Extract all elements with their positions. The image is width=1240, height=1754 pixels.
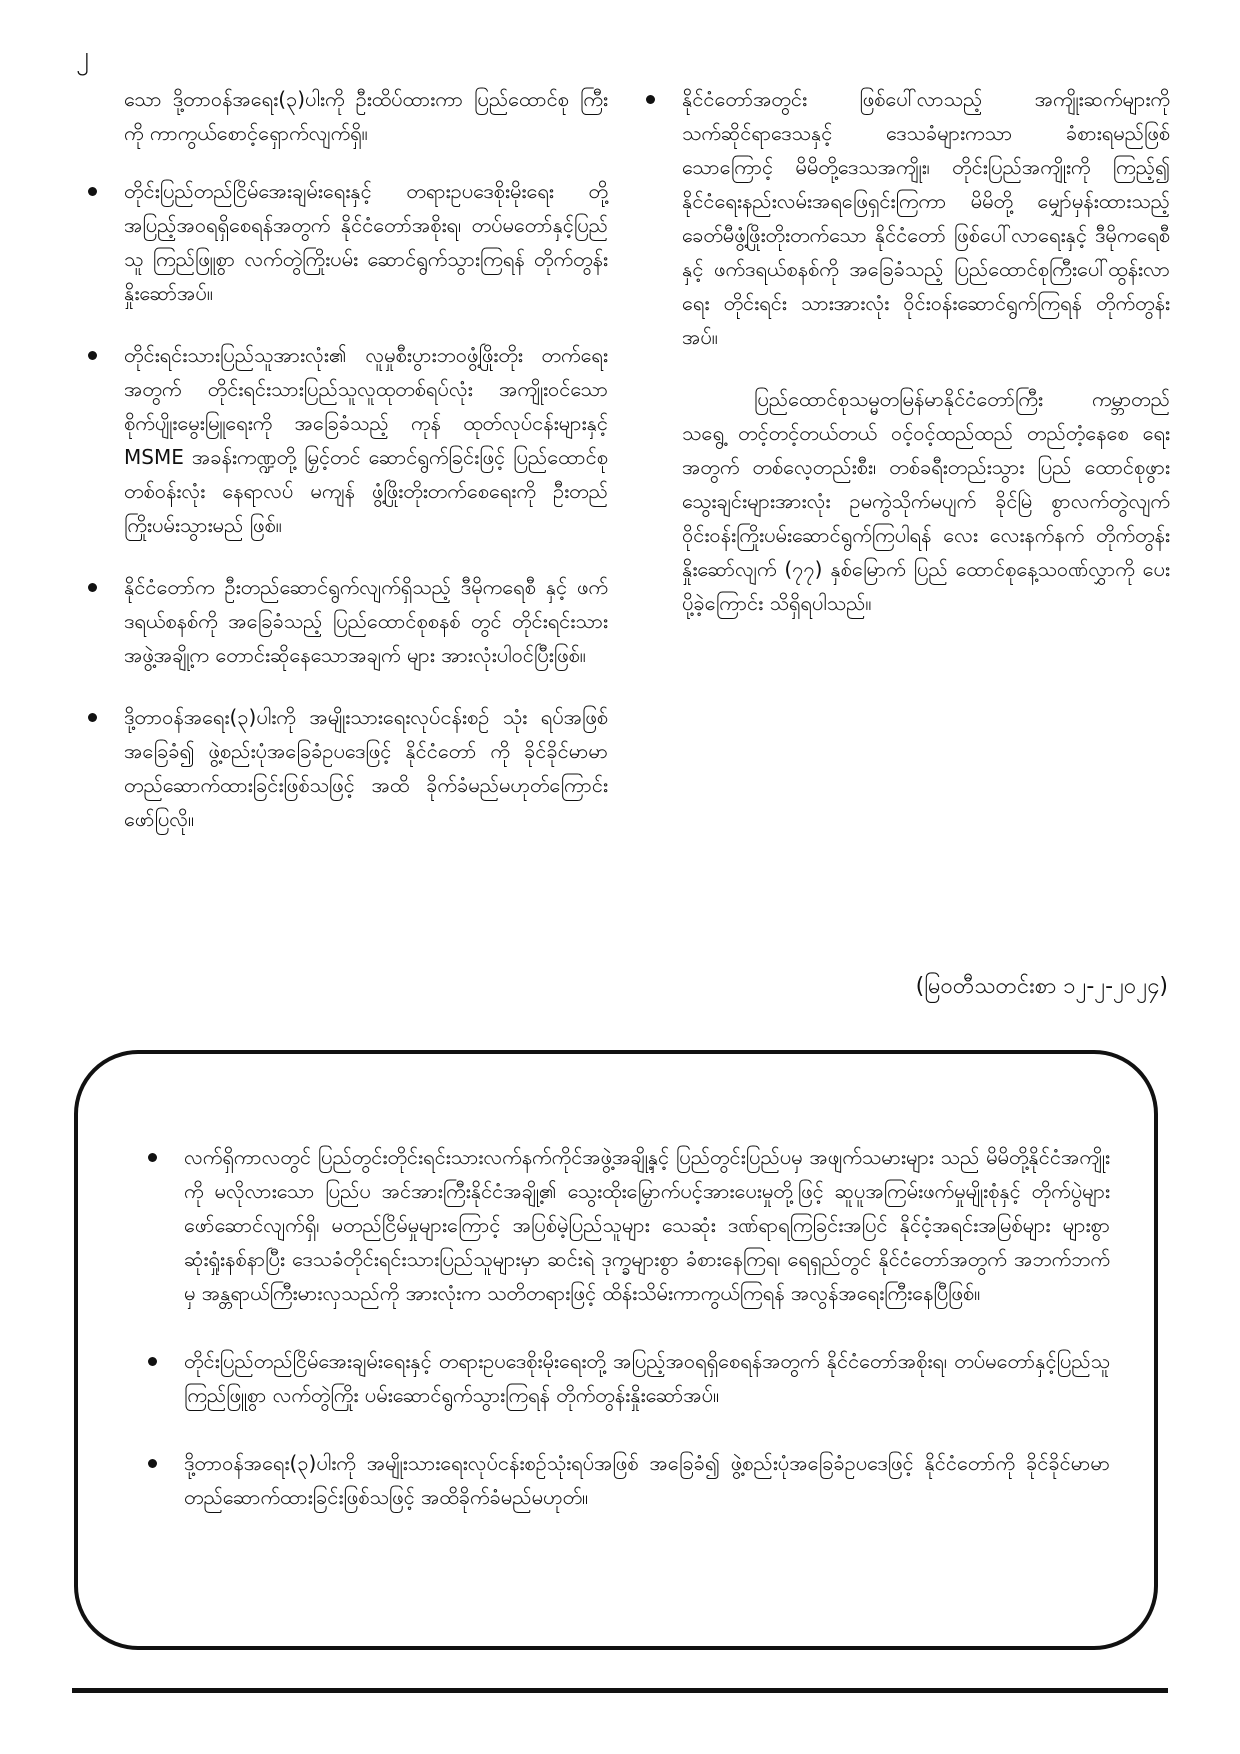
left-bullet-item-1 [78, 174, 608, 310]
page-number: ၂ [76, 41, 89, 71]
bullet-text: တိုင်းပြည်တည်ငြိမ်အေးချမ်းရေးနှင့် တရားဥပဒေစိုးမိုးရေးတို့ အပြည့်အဝရရှိစေရန်အတွက် နိုင်ငံတော်အစိုးရ၊ တပ်မတော်နှင့်ပြည်သူ ကြည်ဖြူစွာ လက်တွဲကြိုး ပမ်းဆောင်ရွက်သွားကြရန် တိုက်တွန်းနှိုးဆော်အပ်။ [184, 1349, 1110, 1407]
box-bullet-item-2 [138, 1344, 1110, 1412]
bullet-text: နိုင်ငံတော်အတွင်း ဖြစ်ပေါ်လာသည့် အကျိုးဆက်များကို သက်ဆိုင်ရာဒေသနှင့် ဒေသခံများကသာ ခံစားရမည်ဖြစ် သောကြောင့် မိမိတို့ဒေသအကျိုး၊ တိုင်းပြည်အကျိုးကို ကြည့်၍ နိုင်ငံရေးနည်းလမ်းအရဖြေရှင်းကြကာ မိမိတို့ မျှော်မှန်းထားသည့် ခေတ်မီဖွံ့ဖြိုးတိုးတက်သော နိုင်ငံတော် ဖြစ်ပေါ်လာရေးနှင့် ဒီမိုကရေစီနှင့် ဖက်ဒရယ်စနစ်ကို အခြေခံသည့် ပြည်ထောင်စုကြီးပေါ်ထွန်းလာရေး တိုင်းရင်း သားအားလုံး ဝိုင်းဝန်းဆောင်ရွက်ကြရန် တိုက်တွန်းအပ်။ [682, 87, 1170, 349]
bullet-dot-icon [88, 187, 97, 196]
bullet-text: တိုင်းရင်းသားပြည်သူအားလုံး၏ လူမှုစီးပွားဘဝဖွံ့ဖြိုးတိုး တက်ရေးအတွက် တိုင်းရင်းသားပြည်သူလူထုတစ်ရပ်လုံး အကျိုးဝင်သော စိုက်ပျိုးမွေးမြူရေးကို အခြေခံသည့် ကုန် ထုတ်လုပ်ငန်းများနှင့် MSME အခန်းကဏ္ဍတို့ မြှင့်တင် ဆောင်ရွက်ခြင်းဖြင့် ပြည်ထောင်စုတစ်ဝန်းလုံး နေရာလပ် မကျန် ဖွံ့ဖြိုးတိုးတက်စေရေးကို ဦးတည်ကြိုးပမ်းသွားမည် ဖြစ်။ [124, 343, 608, 537]
left-bullet-item-3 [78, 570, 608, 672]
summary-box-content [138, 1140, 1110, 1548]
right-column [636, 82, 1170, 620]
bullet-dot-icon [148, 1357, 157, 1366]
left-bullet-item-4 [78, 700, 608, 836]
bullet-dot-icon [148, 1153, 157, 1162]
left-bullet-item-2 [78, 338, 608, 542]
bullet-text: ဒို့တာဝန်အရေး(၃)ပါးကို အမျိုးသားရေးလုပ်ငန်းစဉ်သုံးရပ်အဖြစ် အခြေခံ၍ ဖွဲ့စည်းပုံအခြေခံဥပဒေဖြင့် နိုင်ငံတော်ကို ခိုင်ခိုင်မာမာတည်ဆောက်ထားခြင်းဖြစ်သဖြင့် အထိခိုက်ခံမည်မဟုတ်။ [184, 1451, 1110, 1509]
box-bullet-item-3 [138, 1446, 1110, 1514]
bullet-text: ဒို့တာဝန်အရေး(၃)ပါးကို အမျိုးသားရေးလုပ်ငန်းစဉ် သုံး ရပ်အဖြစ်အခြေခံ၍ ဖွဲ့စည်းပုံအခြေခံဥပဒေဖြင့် နိုင်ငံတော် ကို ခိုင်ခိုင်မာမာတည်ဆောက်ထားခြင်းဖြစ်သဖြင့် အထိ ခိုက်ခံမည်မဟုတ်ကြောင်း ဖော်ပြလို။ [124, 705, 608, 831]
bullet-text: လက်ရှိကာလတွင် ပြည်တွင်းတိုင်းရင်းသားလက်နက်ကိုင်အဖွဲ့အချို့နှင့် ပြည်တွင်းပြည်ပမှ အဖျက်သမားများ သည် မိမိတို့နိုင်ငံအကျိုးကို မလိုလားသော ပြည်ပ အင်အားကြီးနိုင်ငံအချို့၏ သွေးထိုးမြှောက်ပင့်အားပေးမှုတို့ဖြင့် ဆူပူအကြမ်းဖက်မှုမျိုးစုံနှင့် တိုက်ပွဲများဖော်ဆောင်လျက်ရှိ၊ မတည်ငြိမ်မှုများကြောင့် အပြစ်မဲ့ပြည်သူများ သေဆုံး ဒဏ်ရာရကြခြင်းအပြင် နိုင်ငံ့အရင်းအမြစ်များ များစွာဆုံးရှုံးနစ်နာပြီး ဒေသခံတိုင်းရင်းသားပြည်သူများမှာ ဆင်းရဲ ဒုက္ခများစွာ ခံစားနေကြရ၊ ရေရှည်တွင် နိုင်ငံတော်အတွက် အဘက်ဘက်မှ အန္တရာယ်ကြီးမားလှသည်ကို အားလုံးက သတိတရားဖြင့် ထိန်းသိမ်းကာကွယ်ကြရန် အလွန်အရေးကြီးနေပြီဖြစ်။ [184, 1145, 1110, 1305]
bullet-dot-icon [88, 351, 97, 360]
bullet-dot-icon [646, 95, 655, 104]
source-citation: (မြဝတီသတင်းစာ ၁၂-၂-၂၀၂၄) [915, 974, 1168, 999]
closing-paragraph: ပြည်ထောင်စုသမ္မတမြန်မာနိုင်ငံတော်ကြီး ကမ္ဘာတည် သရွေ့ တင့်တင့်တယ်တယ် ဝင့်ဝင့်ထည်ထည် တည်တံ့နေစေ ရေးအတွက် တစ်လေ့တည်းစီး၊ တစ်ခရီးတည်းသွား ပြည် ထောင်စုဖွားသွေးချင်းများအားလုံး ဥမကွဲသိုက်မပျက် ခိုင်မြဲ စွာလက်တွဲလျက် ဝိုင်းဝန်းကြိုးပမ်းဆောင်ရွက်ကြပါရန် လေး လေးနက်နက် တိုက်တွန်းနှိုးဆော်လျက် (၇၇) နှစ်မြောက် ပြည် ထောင်စုနေ့သဝဏ်လွှာကို ပေးပို့ခဲ့ကြောင်း သိရှိရပါသည်။ [682, 387, 1170, 615]
summary-box [74, 1050, 1158, 1650]
bullet-text: နိုင်ငံတော်က ဦးတည်ဆောင်ရွက်လျက်ရှိသည့် ဒီမိုကရေစီ နှင့် ဖက်ဒရယ်စနစ်ကို အခြေခံသည့် ပြည်ထောင်စုစနစ် တွင် တိုင်းရင်းသားအဖွဲ့အချို့က တောင်းဆိုနေသောအချက် များ အားလုံးပါဝင်ပြီးဖြစ်။ [124, 575, 608, 667]
footer-rule [72, 1688, 1168, 1693]
bullet-dot-icon [88, 713, 97, 722]
continuation-paragraph: သော ဒို့တာဝန်အရေး(၃)ပါးကို ဦးထိပ်ထားကာ ပြည်ထောင်စု ကြီးကို ကာကွယ်စောင့်ရှောက်လျက်ရှိ။ [124, 87, 608, 145]
bullet-dot-icon [88, 583, 97, 592]
bullet-text: တိုင်းပြည်တည်ငြိမ်အေးချမ်းရေးနှင့် တရားဥပဒေစိုးမိုးရေး တို့ အပြည့်အဝရရှိစေရန်အတွက် နိုင်ငံတော်အစိုးရ၊ တပ်မတော်နှင့်ပြည်သူ ကြည်ဖြူစွာ လက်တွဲကြိုးပမ်း ဆောင်ရွက်သွားကြရန် တိုက်တွန်းနှိုးဆော်အပ်။ [124, 179, 608, 305]
bullet-dot-icon [148, 1459, 157, 1468]
left-column [78, 82, 608, 864]
box-bullet-item-1 [138, 1140, 1110, 1310]
right-bullet-item-1 [636, 82, 1170, 354]
